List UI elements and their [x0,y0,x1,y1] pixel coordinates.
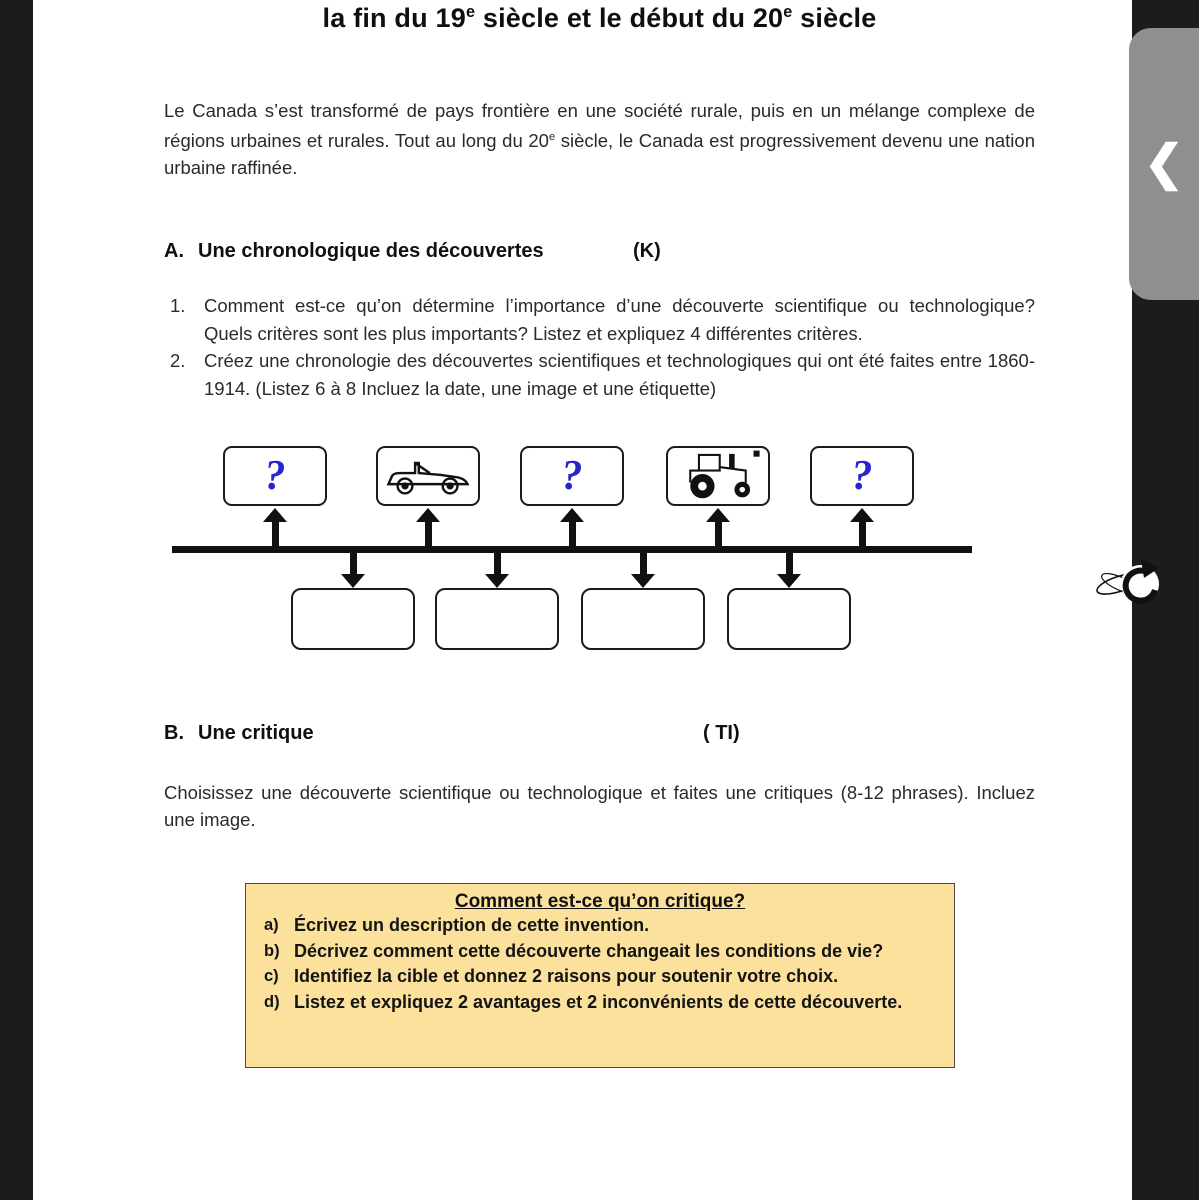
question-list [164,292,1035,402]
critique-item-d-label: d) [264,992,280,1011]
critique-item-b-text: Décrivez comment cette découverte changeait les conditions de vie? [294,940,884,961]
question-mark: ? [264,453,286,500]
section-b-title: Une critique [198,722,314,745]
timeline-diagram [170,428,975,663]
critique-item-c-text: Identifiez la cible et donnez 2 raisons pour soutenir votre choix. [294,966,839,987]
critique-item-b-label: b) [264,941,280,960]
section-a-title: Une chronologique des découvertes [198,240,544,263]
page-title: la fin du 19e siècle et le début du 20e siècle [322,3,877,33]
timeline-box-car [376,446,480,506]
arrow-up-icon [263,508,287,546]
document-page [33,0,1132,1200]
critique-item-b [260,939,940,965]
critique-item-a-label: a) [264,916,279,935]
critique-item-c [260,964,940,990]
section-b-tag: ( TI) [703,722,740,745]
timeline-box-tractor [666,446,770,506]
timeline-empty-box-3 [581,588,705,650]
critique-item-a-text: Écrivez un description de cette invention. [294,915,650,936]
critique-intro-paragraph: Choisissez une découverte scientifique ou technologique et faites une critiques (8-12 phrases). Incluez une image. [164,782,1035,831]
timeline-box-question-3 [810,446,914,506]
critique-item-a [260,913,940,939]
timeline-axis [172,546,972,553]
timeline-empty-box-1 [291,588,415,650]
arrow-up-icon [706,508,730,546]
question-2-number: 2. [170,350,186,372]
intro-paragraph: Le Canada s’est transformé de pays frontière en une société rurale, puis en un mélange complexe de régions urbaines et rurales. Tout au long du 20e siècle, le Canada est progressivement devenu une nation urbaine raffinée. [164,100,1035,179]
question-mark: ? [561,453,583,500]
car-image [382,450,474,503]
section-a-tag: (K) [633,240,661,263]
critique-instructions-box [245,883,955,1068]
section-b-heading [164,722,1035,745]
question-2-text: Créez une chronologie des découvertes scientifiques et technologiques qui ont été faites entre 1860-1914. (Listez 6 à 8 Incluez la date, une image et une étiquette) [204,350,1035,399]
timeline-empty-box-2 [435,588,559,650]
question-1-text: Comment est-ce qu’on détermine l’importance d’une découverte scientifique ou technologique? Quels critères sont les plus importants? Listez et expliquez 4 différentes critères. [204,295,1035,344]
critique-box-title: Comment est-ce qu’on critique? [454,891,746,913]
section-a-heading [164,240,1035,263]
tractor-image [672,448,764,505]
question-item-1 [164,292,1035,347]
critique-item-d [260,990,940,1016]
arrow-down-icon [631,553,655,588]
left-edge-bar [0,0,33,1200]
arrow-down-icon [341,553,365,588]
question-1-number: 1. [170,295,186,317]
question-item-2 [164,347,1035,402]
arrow-down-icon [485,553,509,588]
section-a-label: A. [164,240,184,263]
critique-item-c-label: c) [264,967,279,986]
timeline-box-question-1 [223,446,327,506]
timeline-empty-box-4 [727,588,851,650]
circular-arrow-icon[interactable] [1095,551,1165,617]
section-b-label: B. [164,722,184,745]
drawer-handle[interactable] [1129,28,1199,300]
arrow-up-icon [416,508,440,546]
critique-item-d-text: Listez et expliquez 2 avantages et 2 inconvénients de cette découverte. [294,991,903,1012]
arrow-down-icon [777,553,801,588]
arrow-up-icon [560,508,584,546]
arrow-up-icon [850,508,874,546]
chevron-left-icon: ❮ [1143,137,1185,190]
timeline-box-question-2 [520,446,624,506]
question-mark: ? [851,453,873,500]
